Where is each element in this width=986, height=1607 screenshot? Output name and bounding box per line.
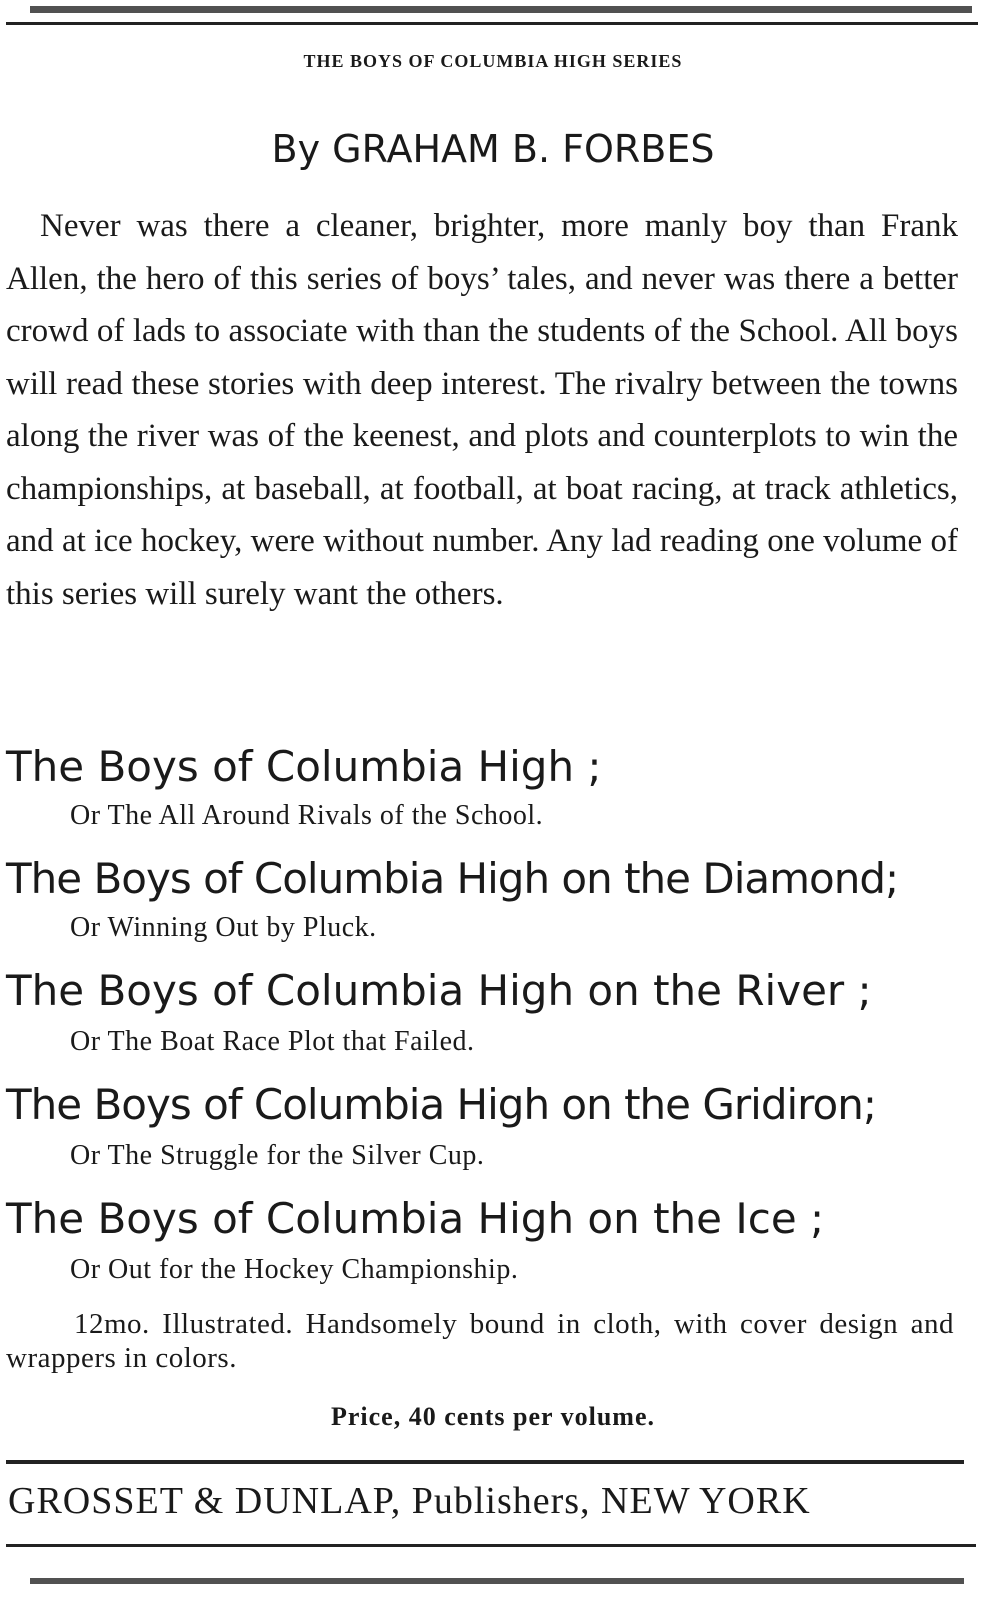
author-line: By GRAHAM B. FORBES <box>271 127 715 171</box>
book-subtitle-4: Or The Struggle for the Silver Cup. <box>70 1140 485 1171</box>
book-subtitle-1: Or The All Around Rivals of the School. <box>70 800 544 831</box>
book-title-1: The Boys of Columbia High ; <box>6 742 602 791</box>
book-subtitle-2: Or Winning Out by Pluck. <box>70 912 377 943</box>
book-subtitle-5: Or Out for the Hockey Championship. <box>70 1254 519 1285</box>
top-border-rule <box>30 6 972 13</box>
bottom-border-rule <box>30 1578 964 1584</box>
book-title-5: The Boys of Columbia High on the Ice ; <box>6 1194 825 1243</box>
book-subtitle-3: Or The Boat Race Plot that Failed. <box>70 1026 475 1057</box>
intro-paragraph: Never was there a cleaner, brighter, more manly boy than Frank Allen, the hero of this series of boys’ tales, and never was there a better crowd of lads to associate with than the students of the School. All boys will read these stories with deep interest. The rivalry between the towns along the river was of the keenest, and plots and counterplots to win the championships, at baseball, at football, at boat racing, at track athletics, and at ice hockey, were without number. Any lad reading one volume of this series will surely want the others. <box>6 208 958 612</box>
publisher-line: GROSSET & DUNLAP, Publishers, NEW YORK <box>8 1480 811 1522</box>
publisher-top-rule <box>6 1460 964 1464</box>
book-title-4: The Boys of Columbia High on the Gridiron; <box>6 1080 876 1129</box>
publisher-bottom-rule <box>6 1544 976 1547</box>
binding-details: 12mo. Illustrated. Handsomely bound in cloth, with cover design and wrappers in colors. <box>6 1308 954 1374</box>
book-title-3: The Boys of Columbia High on the River ; <box>6 966 872 1015</box>
price-line: Price, 40 cents per volume. <box>331 1402 655 1431</box>
book-title-2: The Boys of Columbia High on the Diamond; <box>6 854 899 903</box>
top-divider-rule <box>6 22 978 25</box>
series-title: THE BOYS OF COLUMBIA HIGH SERIES <box>303 51 683 71</box>
